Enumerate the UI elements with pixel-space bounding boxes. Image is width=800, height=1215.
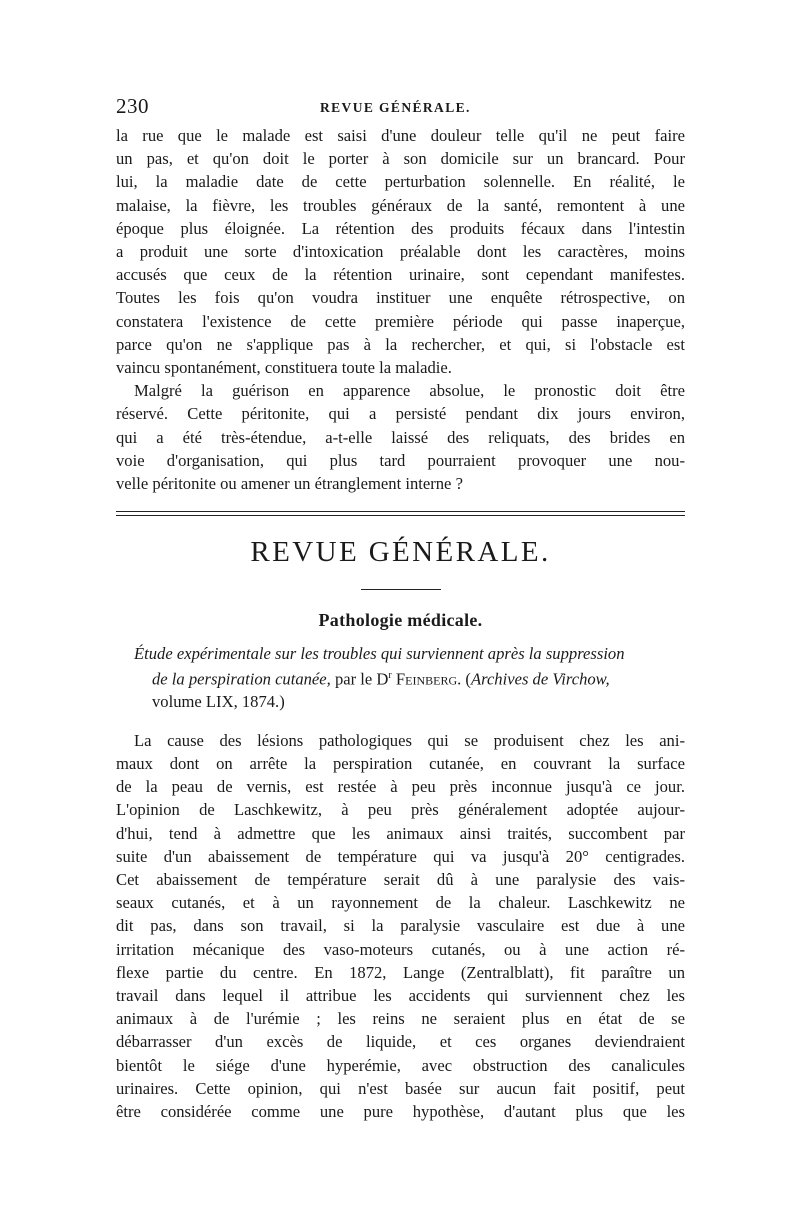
- text-line: lui, la maladie date de cette perturbation solennelle. En réalité, le: [116, 172, 685, 192]
- citation-line: [116, 643, 685, 665]
- citation-line: [116, 691, 685, 713]
- text-line: irritation mécanique des vaso-moteurs cutanés, ou à une action ré-: [116, 939, 685, 959]
- citation-volume: volume LIX, 1874.): [152, 691, 285, 711]
- text-line: travail dans lequel il attribue les accidents qui surviennent chez les: [116, 986, 685, 1006]
- doctor-suffix: r: [388, 670, 392, 682]
- author-name: Feinberg.: [391, 669, 462, 689]
- paragraph-second: [116, 379, 685, 495]
- text-line: qui a été très-étendue, a-t-elle laissé des reliquats, des brides en: [116, 427, 685, 447]
- text-line: L'opinion de Laschkewitz, à peu près généralement adoptée aujour-: [116, 800, 685, 820]
- divider-rule-thin: [116, 515, 685, 516]
- text-line: accusés que ceux de la rétention urinaire, sont cependant manifestes.: [116, 265, 685, 285]
- text-line: animaux à de l'urémie ; les reins ne seraient plus en état de se: [116, 1009, 685, 1029]
- paragraph-body: [116, 729, 685, 1123]
- title-underline: [361, 589, 441, 590]
- text-line: maux dont on arrête la perspiration cutanée, en couvrant la surface: [116, 753, 685, 773]
- sub-title: Pathologie médicale.: [318, 610, 483, 631]
- section-title: REVUE GÉNÉRALE.: [250, 536, 551, 569]
- text-line: a produit une sorte d'intoxication préalable dont les caractères, moins: [116, 242, 685, 262]
- text-line: voie d'organisation, qui plus tard pourraient provoquer une nou-: [116, 450, 685, 470]
- citation: [116, 643, 685, 713]
- page: [116, 94, 685, 1123]
- text-line: la rue que le malade est saisi d'une douleur telle qu'il ne peut faire: [116, 126, 685, 145]
- text-line: La cause des lésions pathologiques qui se produisent chez les ani-: [134, 730, 685, 750]
- citation-line: [116, 665, 685, 691]
- text-line: réservé. Cette péritonite, qui a persisté pendant dix jours environ,: [116, 404, 685, 424]
- section-divider: [116, 511, 685, 516]
- text-line: constatera l'existence de cette première période qui passe inaperçue,: [116, 311, 685, 331]
- running-head: [116, 94, 685, 120]
- article-title-cont: de la perspiration cutanée,: [152, 669, 331, 689]
- citation-by: par le D: [330, 669, 389, 689]
- text-line: malaise, la fièvre, les troubles généraux de la santé, remontent à une: [116, 195, 685, 215]
- paragraph-top: [116, 124, 685, 379]
- text-line: suite d'un abaissement de température qui va jusqu'à 20° centigrades.: [116, 846, 685, 866]
- text-line: Cet abaissement de température serait dû à une paralysie des vais-: [116, 870, 685, 889]
- text-line: velle péritonite ou amener un étranglement interne ?: [116, 474, 463, 494]
- text-line: être considérée comme une pure hypothèse, d'autant plus que les: [116, 1102, 685, 1122]
- text-line: d'hui, tend à admettre que les animaux ainsi traités, succombent par: [116, 823, 685, 843]
- running-title: REVUE GÉNÉRALE.: [320, 100, 471, 115]
- journal-name: Archives de Virchow,: [470, 669, 610, 689]
- text-line: bientôt le siége d'une hyperémie, avec obstruction des canalicules: [116, 1055, 685, 1075]
- journal-open: (: [461, 669, 471, 689]
- text-line: de la peau de vernis, est restée à peu près inconnue jusqu'à ce jour.: [116, 777, 685, 797]
- text-line: débarrasser d'un excès de liquide, et ces organes deviendraient: [116, 1032, 685, 1052]
- text-line: Malgré la guérison en apparence absolue, le pronostic doit être: [134, 381, 685, 401]
- text-line: un pas, et qu'on doit le porter à son domicile sur un brancard. Pour: [116, 149, 685, 169]
- text-line: urinaires. Cette opinion, qui n'est basée sur aucun fait positif, peut: [116, 1078, 685, 1098]
- article-title: Étude expérimentale sur les troubles qui surviennent après la suppression: [134, 644, 625, 664]
- page-number: 230: [116, 94, 149, 118]
- text-line: époque plus éloignée. La rétention des produits fécaux dans l'intestin: [116, 218, 685, 238]
- divider-rule-thick: [116, 511, 685, 512]
- text-line: Toutes les fois qu'on voudra instituer une enquête rétrospective, on: [116, 288, 685, 308]
- text-line: dit pas, dans son travail, si la paralysie vasculaire est due à une: [116, 916, 685, 936]
- text-line: flexe partie du centre. En 1872, Lange (Zentralblatt), fit paraître un: [116, 962, 685, 982]
- text-line: seaux cutanés, et à un rayonnement de la chaleur. Laschkewitz ne: [116, 893, 685, 913]
- text-line: parce qu'on ne s'applique pas à la rechercher, et qui, si l'obstacle est: [116, 334, 685, 354]
- text-line: vaincu spontanément, constituera toute la maladie.: [116, 358, 452, 378]
